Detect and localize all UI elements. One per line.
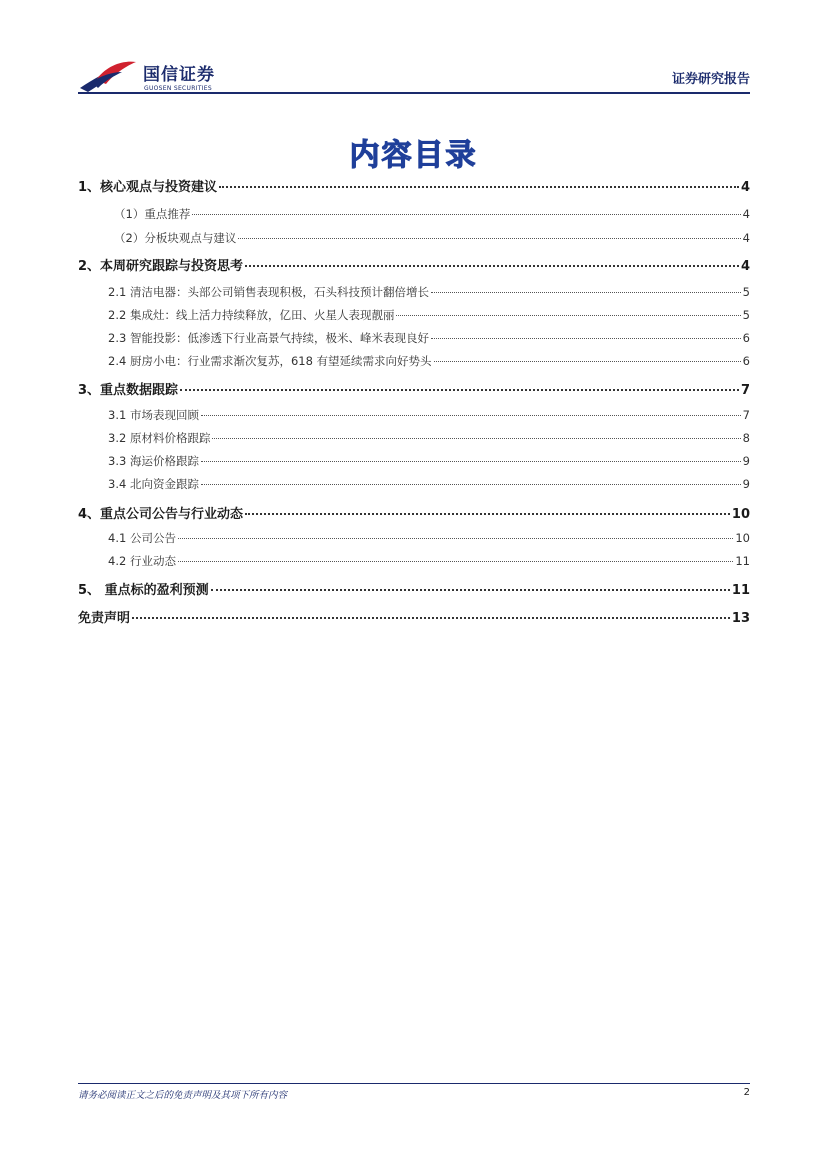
toc-entry-title: （1）重点推荐 <box>114 207 191 221</box>
toc-entry-page: 6 <box>742 331 750 345</box>
toc-entry-title: 4、重点公司公告与行业动态 <box>78 507 244 522</box>
toc-entry-title: 3.2 原材料价格跟踪 <box>108 431 211 445</box>
toc-entry-page: 9 <box>742 454 750 468</box>
toc-entry-page: 9 <box>742 477 750 491</box>
page-header <box>78 52 750 92</box>
toc-entry-page: 4 <box>740 259 750 274</box>
toc-leader <box>132 617 730 619</box>
toc-leader <box>192 214 740 215</box>
logo-text-cn: 国信证券 <box>143 65 215 85</box>
toc-entry[interactable] <box>78 430 750 446</box>
toc-entry[interactable] <box>78 353 750 369</box>
toc-leader <box>396 315 740 316</box>
toc-entry-title: 5、 重点标的盈利预测 <box>78 583 209 598</box>
toc-entry-page: 11 <box>731 583 750 598</box>
guosen-logo <box>78 58 228 96</box>
toc-entry[interactable] <box>78 530 750 546</box>
toc-entry-title: 3.3 海运价格跟踪 <box>108 454 199 468</box>
toc-entry[interactable] <box>78 553 750 569</box>
toc-entry[interactable] <box>78 307 750 323</box>
toc-entry-page: 5 <box>742 285 750 299</box>
toc-entry-page: 7 <box>742 408 750 422</box>
header-divider <box>78 92 750 94</box>
toc-entry[interactable] <box>78 503 750 522</box>
toc-entry-page: 6 <box>742 354 750 368</box>
toc-entry-page: 4 <box>742 231 750 245</box>
logo-text-en: GUOSEN SECURITIES <box>144 85 213 92</box>
toc-entry-title: 2.3 智能投影：低渗透下行业高景气持续，极米、峰米表现良好 <box>108 331 429 345</box>
toc-entry[interactable] <box>78 330 750 346</box>
toc-entry[interactable] <box>78 607 750 626</box>
toc-entry-title: 免责声明 <box>78 611 131 626</box>
toc-entry[interactable] <box>78 206 750 222</box>
toc-entry[interactable] <box>78 230 750 246</box>
toc-entry[interactable] <box>78 284 750 300</box>
toc-title: 内容目录 <box>349 138 478 173</box>
toc-entry[interactable] <box>78 176 750 195</box>
toc-leader <box>431 338 741 339</box>
toc-entry-title: 4.2 行业动态 <box>108 554 176 568</box>
toc-leader <box>178 538 733 539</box>
toc-entry[interactable] <box>78 453 750 469</box>
toc-entry-title: 3、重点数据跟踪 <box>78 383 179 398</box>
toc-entry[interactable] <box>78 255 750 274</box>
disclaimer-note: 请务必阅读正文之后的免责声明及其项下所有内容 <box>78 1090 288 1101</box>
toc-entry-title: 3.4 北向资金跟踪 <box>108 477 199 491</box>
toc-entry-page: 4 <box>740 180 750 195</box>
toc-entry-title: 3.1 市场表现回顾 <box>108 408 199 422</box>
guosen-logo-icon <box>78 58 138 94</box>
toc-leader <box>201 484 741 485</box>
toc-entry-title: 2.2 集成灶：线上活力持续释放，亿田、火星人表现靓丽 <box>108 308 395 322</box>
toc-entry-page: 5 <box>742 308 750 322</box>
toc-entry-page: 10 <box>731 507 750 522</box>
footer-divider <box>78 1083 750 1084</box>
page-number: 2 <box>743 1087 750 1098</box>
toc-entry-title: 2、本周研究跟踪与投资思考 <box>78 259 244 274</box>
toc-entry-page: 11 <box>735 554 750 568</box>
toc-entry[interactable] <box>78 379 750 398</box>
toc-entry-page: 8 <box>742 431 750 445</box>
toc-entry-title: 1、核心观点与投资建议 <box>78 180 218 195</box>
toc-leader <box>434 361 741 362</box>
toc-leader <box>211 589 730 591</box>
toc-leader <box>238 238 740 239</box>
toc-leader <box>431 292 741 293</box>
toc-leader <box>178 561 733 562</box>
toc-entry-page: 4 <box>742 207 750 221</box>
toc-leader <box>201 415 741 416</box>
toc-entry-page: 13 <box>731 611 750 626</box>
toc-entry[interactable] <box>78 579 750 598</box>
toc-entry-title: 2.1 清洁电器：头部公司销售表现积极，石头科技预计翻倍增长 <box>108 285 429 299</box>
toc-leader <box>201 461 741 462</box>
toc-entry[interactable] <box>78 407 750 423</box>
toc-leader <box>245 513 730 515</box>
toc-entry-title: 2.4 厨房小电：行业需求渐次复苏，618 有望延续需求向好势头 <box>108 354 432 368</box>
toc-leader <box>219 186 739 188</box>
toc-entry[interactable] <box>78 476 750 492</box>
toc-entry-title: 4.1 公司公告 <box>108 531 176 545</box>
toc-entry-page: 7 <box>740 383 750 398</box>
toc-leader <box>245 265 739 267</box>
report-type-label: 证券研究报告 <box>671 72 750 87</box>
toc-leader <box>212 438 740 439</box>
toc-entry-title: （2）分板块观点与建议 <box>114 231 237 245</box>
toc-entry-page: 10 <box>735 531 750 545</box>
toc-leader <box>180 389 739 391</box>
